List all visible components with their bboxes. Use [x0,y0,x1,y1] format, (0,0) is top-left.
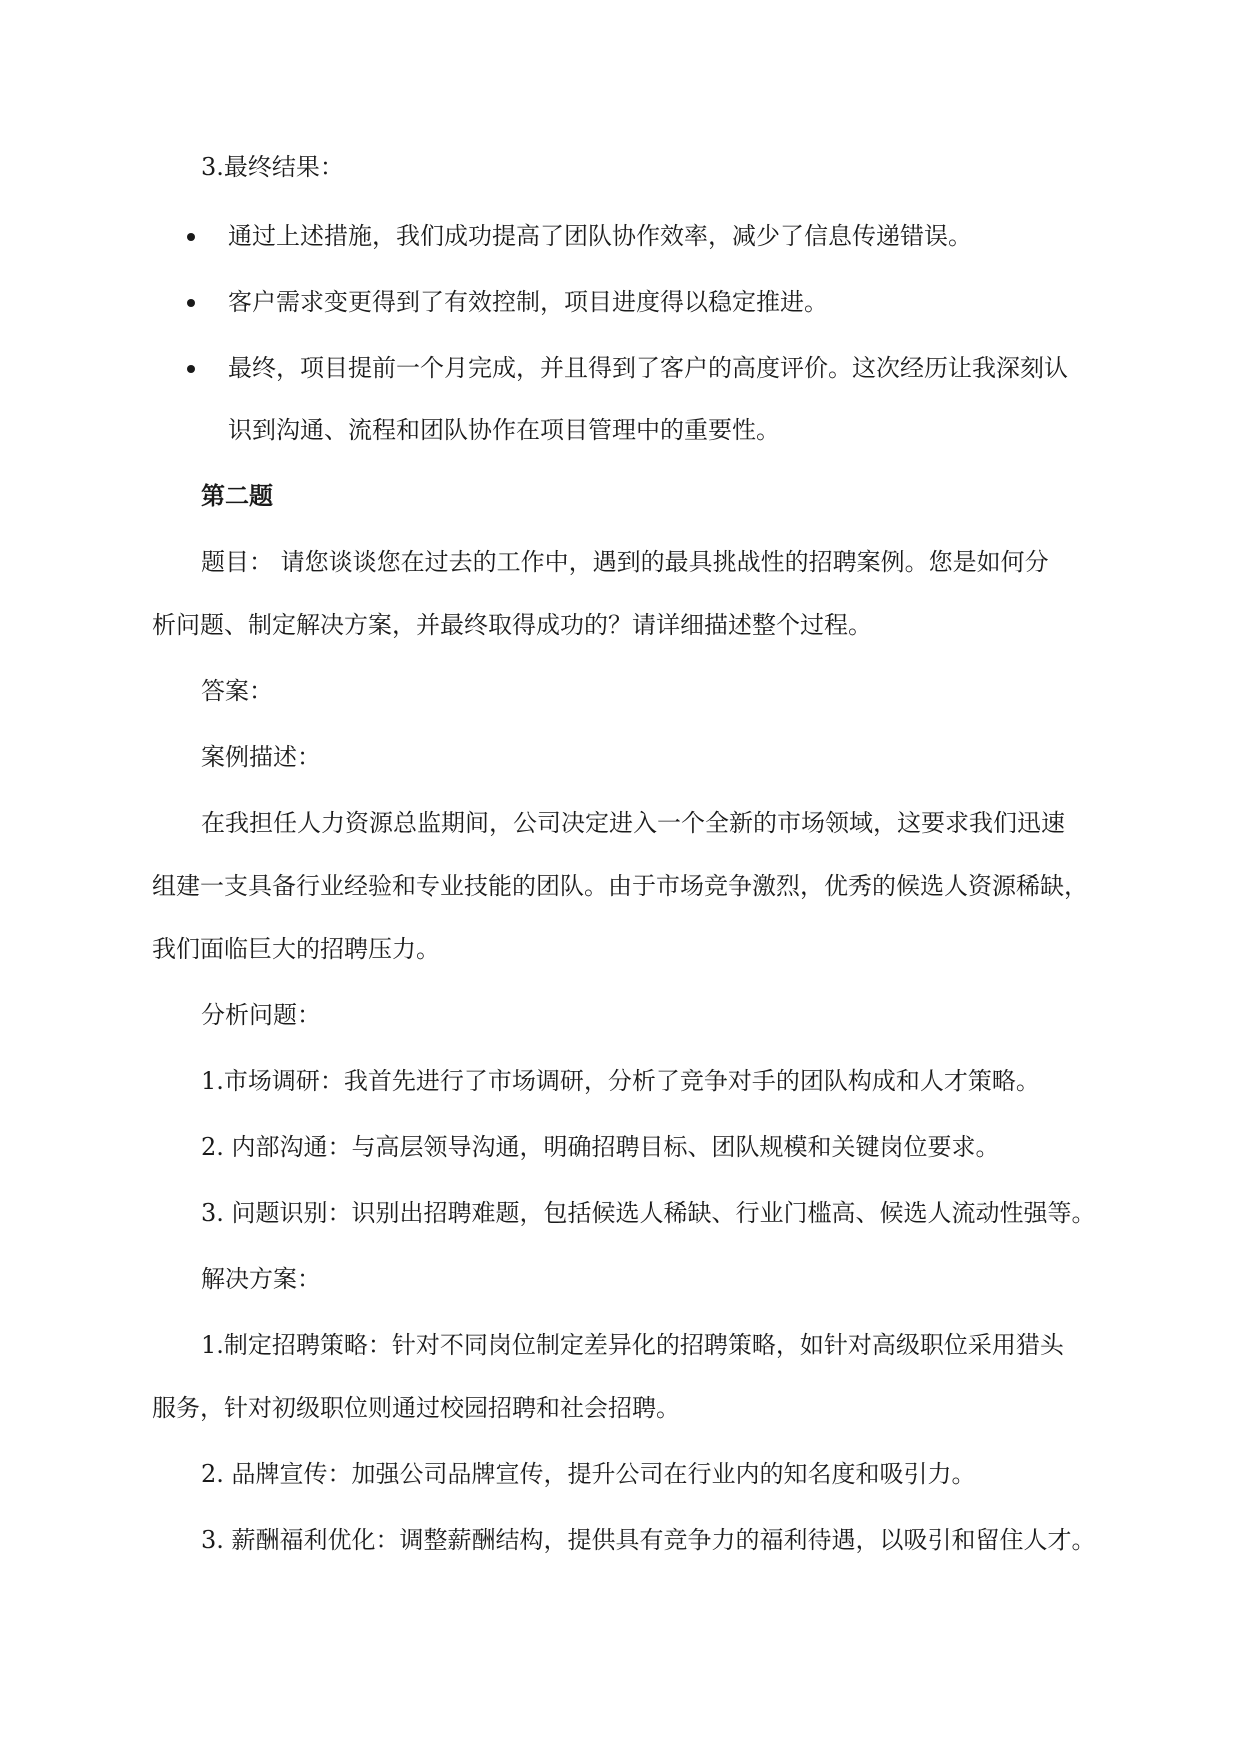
solution-label: 解决方案： [201,1265,321,1293]
case-paragraph-continuation: 我们面临巨大的招聘压力。 [152,935,440,963]
analysis-item: 3. 问题识别：识别出招聘难题，包括候选人稀缺、行业门槛高、候选人流动性强等。 [201,1199,1096,1227]
analysis-item: 1.市场调研：我首先进行了市场调研，分析了竞争对手的团队构成和人才策略。 [201,1067,1040,1095]
list-item-continuation: 识到沟通、流程和团队协作在项目管理中的重要性。 [228,416,780,444]
question-prompt-continuation: 析问题、制定解决方案，并最终取得成功的？请详细描述整个过程。 [152,611,872,639]
question-heading: 第二题 [201,481,273,510]
list-item: 客户需求变更得到了有效控制，项目进度得以稳定推进。 [228,288,828,316]
case-paragraph-continuation: 组建一支具备行业经验和专业技能的团队。由于市场竞争激烈，优秀的候选人资源稀缺， [152,872,1088,900]
solution-item-continuation: 服务，针对初级职位则通过校园招聘和社会招聘。 [152,1394,680,1422]
list-item: 通过上述措施，我们成功提高了团队协作效率，减少了信息传递错误。 [228,222,972,250]
answer-label: 答案： [201,677,273,705]
bullet-dot-icon [187,233,195,241]
result-heading: 3.最终结果： [201,153,344,181]
solution-item: 2. 品牌宣传：加强公司品牌宣传，提升公司在行业内的知名度和吸引力。 [201,1460,976,1488]
bullet-dot-icon [187,365,195,373]
bullet-dot-icon [187,299,195,307]
analysis-item: 2. 内部沟通：与高层领导沟通，明确招聘目标、团队规模和关键岗位要求。 [201,1133,1000,1161]
solution-item: 1.制定招聘策略：针对不同岗位制定差异化的招聘策略，如针对高级职位采用猎头 [201,1331,1064,1359]
analysis-label: 分析问题： [201,1001,321,1029]
list-item: 最终，项目提前一个月完成，并且得到了客户的高度评价。这次经历让我深刻认 [228,354,1068,382]
case-label: 案例描述： [201,743,321,771]
question-prompt: 题目： 请您谈谈您在过去的工作中，遇到的最具挑战性的招聘案例。您是如何分 [201,548,1049,576]
solution-item: 3. 薪酬福利优化：调整薪酬结构，提供具有竞争力的福利待遇，以吸引和留住人才。 [201,1526,1096,1554]
case-paragraph: 在我担任人力资源总监期间，公司决定进入一个全新的市场领域，这要求我们迅速 [201,809,1065,837]
